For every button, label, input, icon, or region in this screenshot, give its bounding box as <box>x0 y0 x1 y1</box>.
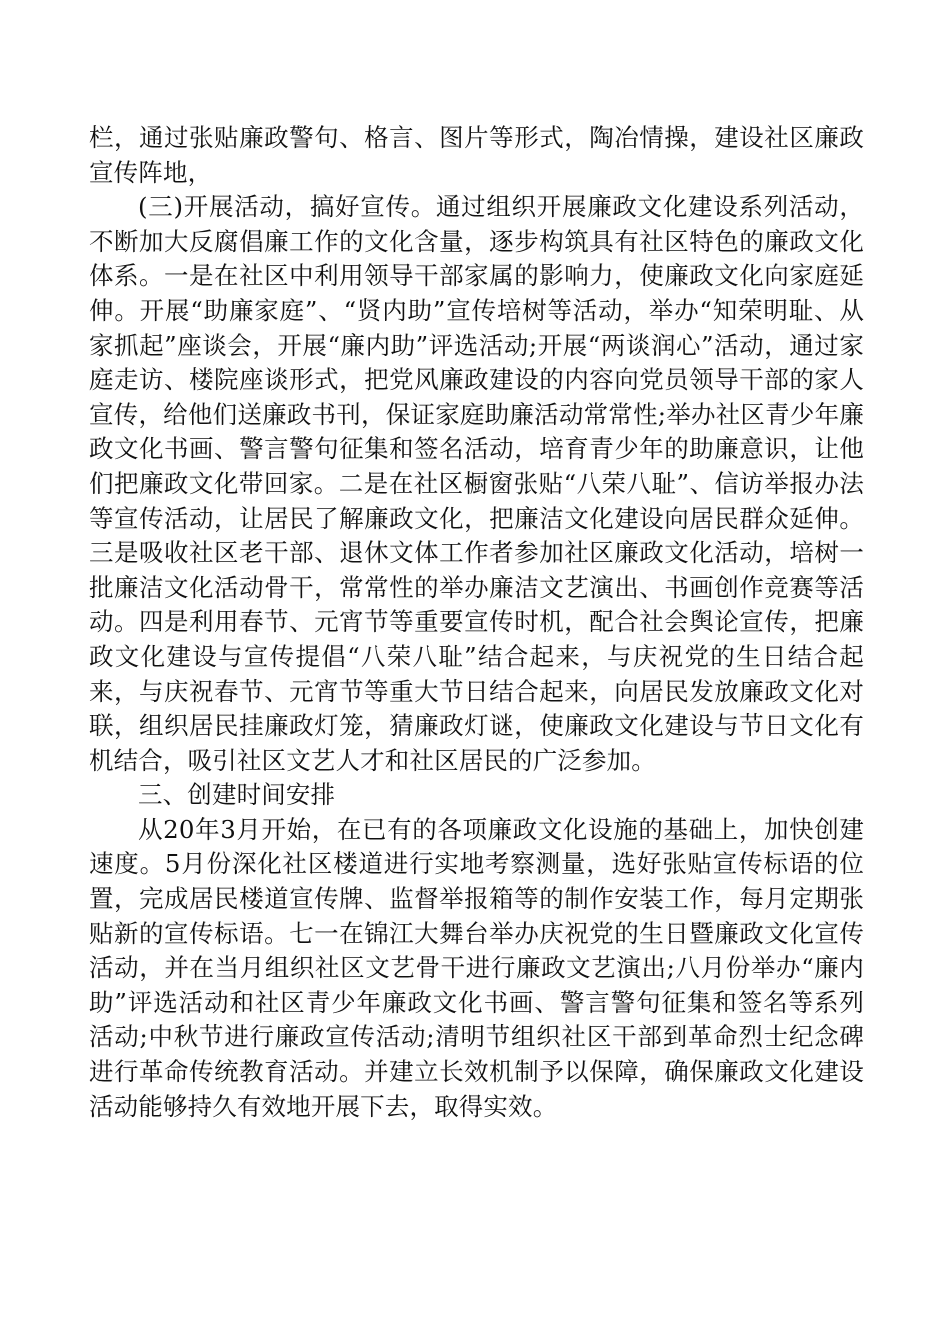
paragraph-activities: (三)开展活动，搞好宣传。通过组织开展廉政文化建设系列活动，不断加大反腐倡廉工作的文化含量，逐步构筑具有社区特色的廉政文化体系。一是在社区中利用领导干部家属的影响力，使廉政文化向家庭延伸。开展“助廉家庭”、“贤内助”宣传培树等活动，举办“知荣明耻、从家抓起”座谈会，开展“廉内助”评选活动;开展“两谈润心”活动，通过家庭走访、楼院座谈形式，把党风廉政建设的内容向党员领导干部的家人宣传，给他们送廉政书刊，保证家庭助廉活动常常性;举办社区青少年廉政文化书画、警言警句征集和签名活动，培育青少年的助廉意识，让他们把廉政文化带回家。二是在社区橱窗张贴“八荣八耻”、信访举报办法等宣传活动，让居民了解廉政文化，把廉洁文化建设向居民群众延伸。三是吸收社区老干部、退休文体工作者参加社区廉政文化活动，培树一批廉洁文化活动骨干，常常性的举办廉洁文艺演出、书画创作竞赛等活动。四是利用春节、元宵节等重要宣传时机，配合社会舆论宣传，把廉政文化建设与宣传提倡“八荣八耻”结合起来，与庆祝党的生日结合起来，与庆祝春节、元宵节等重大节日结合起来，向居民发放廉政文化对联，组织居民挂廉政灯笼，猜廉政灯谜，使廉政文化建设与节日文化有机结合，吸引社区文艺人才和社区居民的广泛参加。 <box>89 192 864 775</box>
document-body <box>89 121 864 1124</box>
paragraph-schedule: 从20年3月开始，在已有的各项廉政文化设施的基础上，加快创建速度。5月份深化社区楼道进行实地考察测量，选好张贴宣传标语的位置，完成居民楼道宣传牌、监督举报箱等的制作安装工作，每月定期张贴新的宣传标语。七一在锦江大舞台举办庆祝党的生日暨廉政文化宣传活动，并在当月组织社区文艺骨干进行廉政文艺演出;八月份举办“廉内助”评选活动和社区青少年廉政文化书画、警言警句征集和签名等系列活动;中秋节进行廉政宣传活动;清明节组织社区干部到革命烈士纪念碑进行革命传统教育活动。并建立长效机制予以保障，确保廉政文化建设活动能够持久有效地开展下去，取得实效。 <box>89 814 864 1121</box>
section-heading-schedule: 三、创建时间安排 <box>138 780 336 810</box>
paragraph-continuation: 栏，通过张贴廉政警句、格言、图片等形式，陶冶情操，建设社区廉政宣传阵地， <box>89 123 864 187</box>
